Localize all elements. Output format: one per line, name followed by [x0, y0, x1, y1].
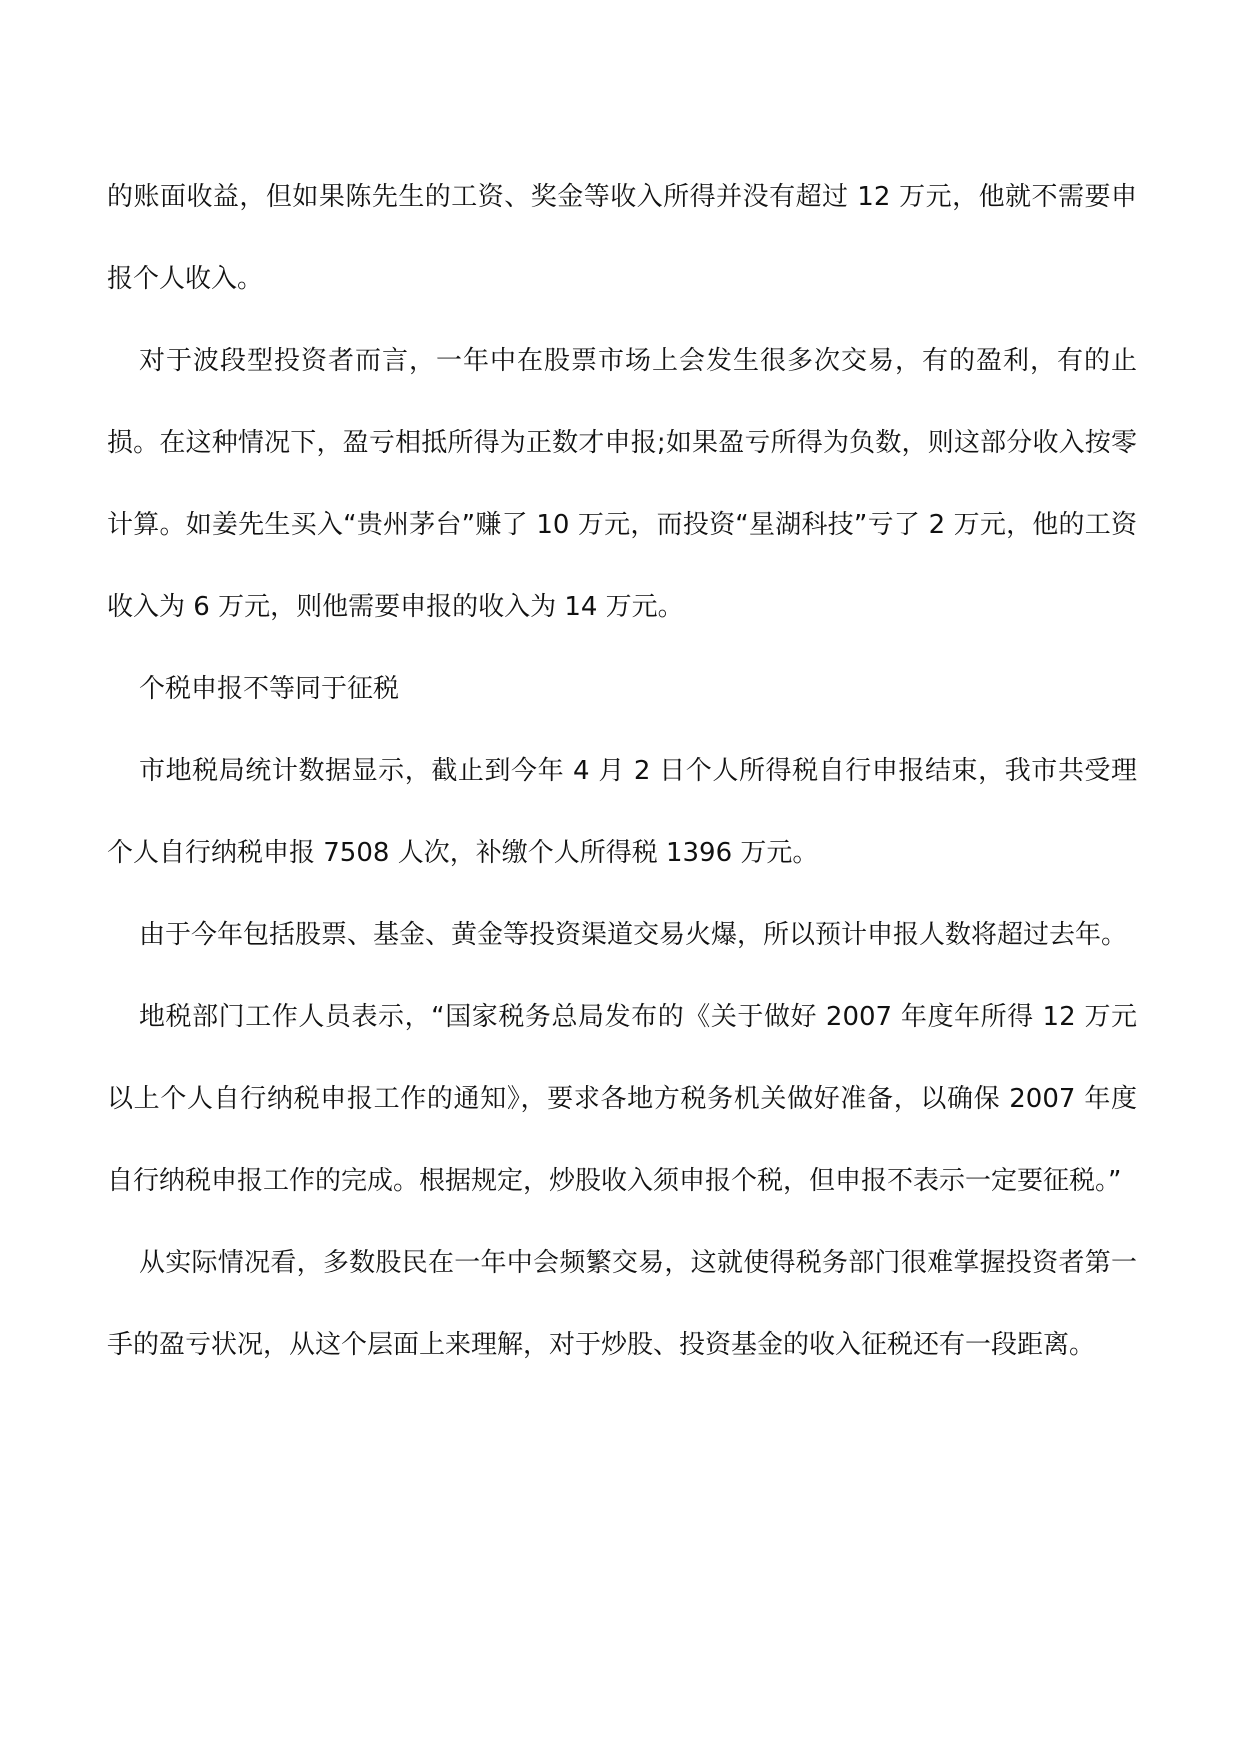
paragraph-2: 对于波段型投资者而言，一年中在股票市场上会发生很多次交易，有的盈利，有的止损。在这种情况下，盈亏相抵所得为正数才申报;如果盈亏所得为负数，则这部分收入按零计算。如姜先生买入“贵州茅台”赚了 10 万元，而投资“星湖科技”亏了 2 万元，他的工资收入为 6 万元，则他需要申报的收入为 14 万元。 [107, 346, 1137, 622]
paragraph-6: 从实际情况看，多数股民在一年中会频繁交易，这就使得税务部门很难掌握投资者第一手的盈亏状况，从这个层面上来理解，对于炒股、投资基金的收入征税还有一段距离。 [107, 1248, 1137, 1360]
paragraph-1: 的账面收益，但如果陈先生的工资、奖金等收入所得并没有超过 12 万元，他就不需要申报个人收入。 [107, 182, 1137, 294]
document-body [107, 156, 1137, 1386]
paragraph-3: 市地税局统计数据显示，截止到今年 4 月 2 日个人所得税自行申报结束，我市共受理个人自行纳税申报 7508 人次，补缴个人所得税 1396 万元。 [107, 756, 1137, 868]
section-heading: 个税申报不等同于征税 [139, 674, 400, 704]
paragraph-4: 由于今年包括股票、基金、黄金等投资渠道交易火爆，所以预计申报人数将超过去年。 [139, 920, 1128, 950]
paragraph-5: 地税部门工作人员表示，“国家税务总局发布的《关于做好 2007 年度年所得 12 万元以上个人自行纳税申报工作的通知》，要求各地方税务机关做好准备，以确保 2007 年度自行纳税申报工作的完成。根据规定，炒股收入须申报个税，但申报不表示一定要征税。” [107, 1002, 1137, 1196]
